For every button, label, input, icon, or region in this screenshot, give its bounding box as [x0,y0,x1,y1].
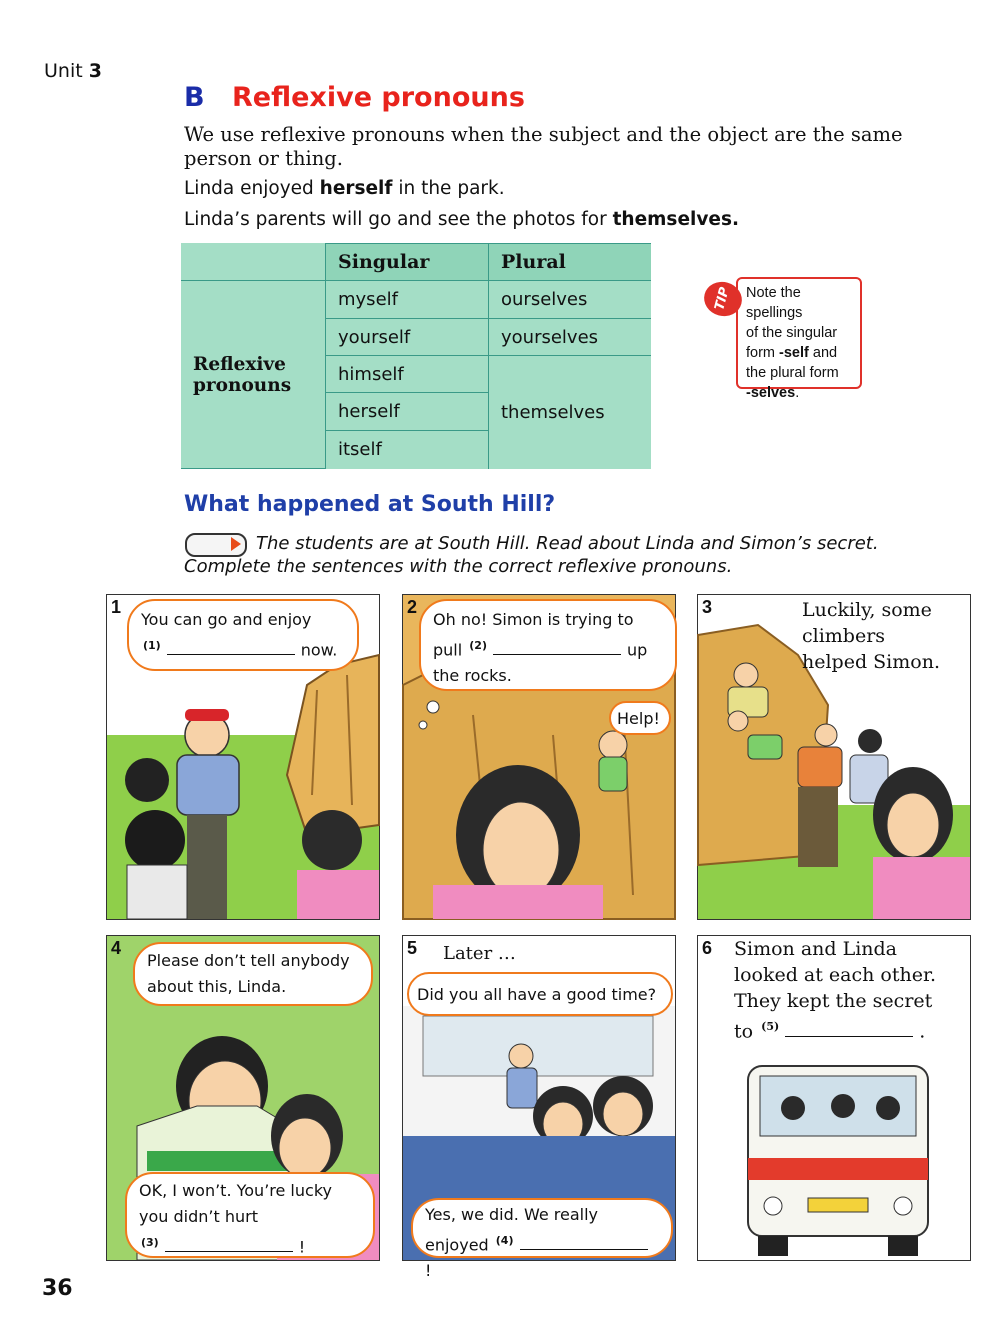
singular-cell: itself [326,431,489,469]
speech-bubble-bottom: Yes, we did. We really enjoyed $^{(4)}$! [411,1198,673,1258]
unit-label: Unit 3 [44,60,102,82]
unit-number: 3 [88,60,102,82]
panel-caption: Simon and Linda looked at each other. They kept the secret to $^{(5)}$ . [734,938,936,1043]
plural-cell: ourselves [489,281,652,319]
comic-panel-4 [106,935,380,1261]
speech-bubble-top: Did you all have a good time? [407,972,673,1016]
activity-instruction: The students are at South Hill. Read about Linda and Simon’s secret. Complete the sentences with the correct reflexive pronouns. [184,533,879,577]
row-label: Reflexive pronouns [181,281,326,469]
singular-cell: myself [326,281,489,319]
table-corner [181,244,326,281]
example-2: Linda’s parents will go and see the photos for themselves. [184,209,739,230]
rule-text: We use reflexive pronouns when the subject and the object are the same person or thing. [184,123,903,170]
example-1: Linda enjoyed herself in the park. [184,178,505,199]
plural-cell: themselves [489,356,652,469]
panel-caption: Luckily, some climbers helped Simon. [802,599,940,673]
panel-number: 3 [702,597,713,617]
singular-cell: herself [326,393,489,431]
col-header-plural: Plural [489,244,652,281]
singular-cell: yourself [326,319,489,356]
comic-panel-3 [697,594,971,920]
answer-blank-2[interactable] [493,640,621,655]
answer-blank-4[interactable] [520,1235,648,1250]
panel-number: 6 [702,938,713,958]
speech-bubble-bottom: OK, I won’t. You’re lucky you didn’t hurt $^{(3)}$ ! [125,1172,375,1258]
comic-panel-2 [402,594,676,920]
comic-panel-5 [402,935,676,1281]
singular-cell: himself [326,356,489,393]
page-number: 36 [42,1276,73,1301]
tip-badge: TIP [700,278,746,321]
speech-bubble: You can go and enjoy $^{(1)}$ now. [127,599,359,671]
panel-number: 4 [111,938,122,958]
comic-panel-6 [697,935,971,1261]
reflexive-pronoun-table [181,243,651,469]
help-bubble: Help! [609,701,671,735]
panel-number: 1 [111,597,122,617]
col-header-singular: Singular [326,244,489,281]
panel-caption: Later … [443,943,516,964]
plural-cell: yourselves [489,319,652,356]
panel-number: 5 [407,938,418,958]
activity-title: What happened at South Hill? [184,492,556,517]
comic-panel-1 [106,594,380,920]
answer-blank-1[interactable] [167,640,295,655]
panel-number: 2 [407,597,418,617]
speech-bubble: Oh no! Simon is trying to pull $^{(2)}$ up the rocks. [419,599,677,691]
section-letter: B [184,82,205,113]
section-title: Reflexive pronouns [232,82,525,113]
answer-blank-3[interactable] [165,1237,293,1252]
answer-blank-5[interactable] [785,1022,913,1037]
speech-bubble-top: Please don’t tell anybody about this, Linda. [133,942,373,1006]
tip-text: Note the spellings of the singular form -self and the plural form -selves. [746,285,839,401]
